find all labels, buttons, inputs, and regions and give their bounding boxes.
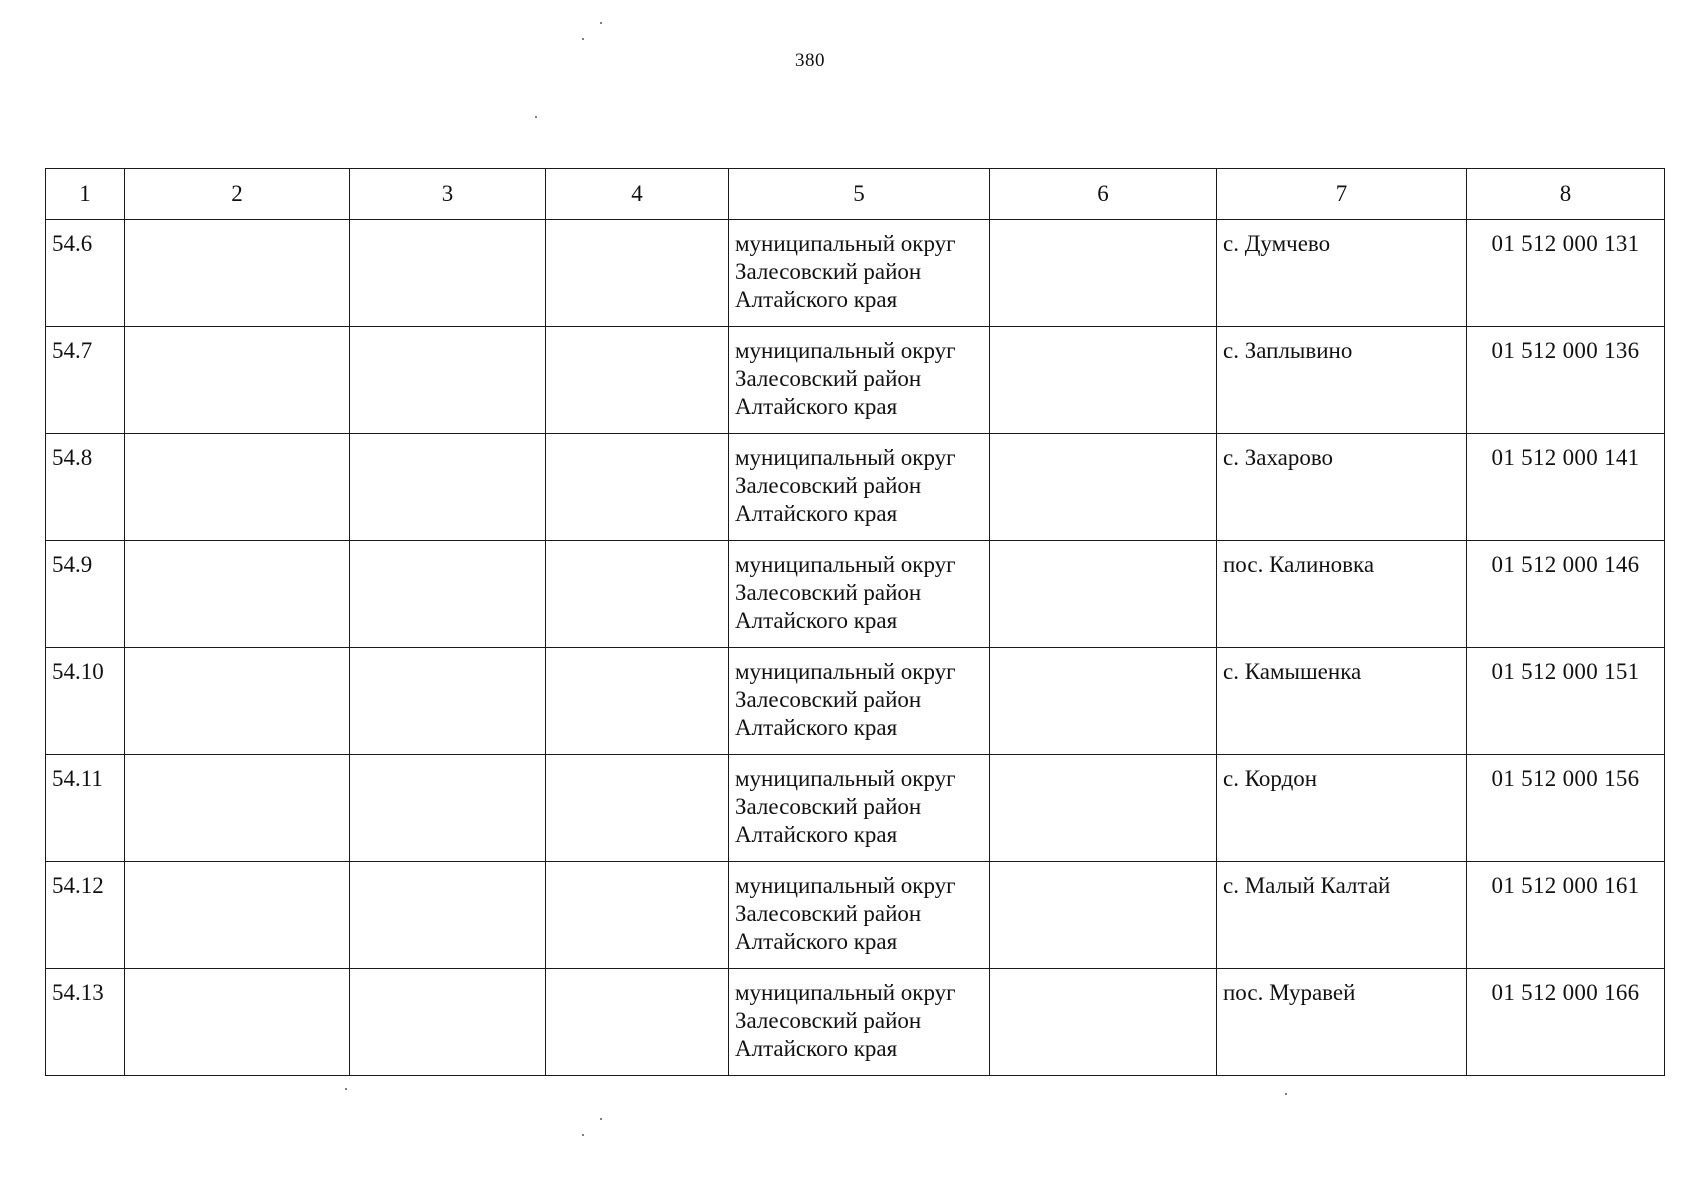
table-row xyxy=(46,327,1665,434)
column-3-cell xyxy=(350,862,546,969)
scan-speck xyxy=(535,116,537,118)
scan-speck xyxy=(582,1134,584,1136)
column-4-cell xyxy=(546,969,729,1076)
settlement-cell: с. Заплывино xyxy=(1217,327,1467,434)
column-3-cell xyxy=(350,969,546,1076)
municipality-cell: муниципальный округ Залесовский район Алтайского края xyxy=(729,755,990,862)
settlement-cell: пос. Муравей xyxy=(1217,969,1467,1076)
code-cell: 01 512 000 161 xyxy=(1467,862,1665,969)
column-header-5: 5 xyxy=(729,169,990,220)
column-4-cell xyxy=(546,648,729,755)
row-number-cell: 54.11 xyxy=(46,755,125,862)
settlement-cell: с. Кордон xyxy=(1217,755,1467,862)
column-header-3: 3 xyxy=(350,169,546,220)
table-header-row xyxy=(46,169,1665,220)
column-2-cell xyxy=(125,969,350,1076)
scan-speck xyxy=(582,38,584,40)
column-6-cell xyxy=(990,648,1217,755)
column-6-cell xyxy=(990,862,1217,969)
column-2-cell xyxy=(125,220,350,327)
settlement-cell: с. Малый Калтай xyxy=(1217,862,1467,969)
column-3-cell xyxy=(350,434,546,541)
column-4-cell xyxy=(546,862,729,969)
column-header-2: 2 xyxy=(125,169,350,220)
row-number-cell: 54.9 xyxy=(46,541,125,648)
page-number: 380 xyxy=(795,50,825,71)
column-6-cell xyxy=(990,969,1217,1076)
table-row xyxy=(46,862,1665,969)
code-cell: 01 512 000 136 xyxy=(1467,327,1665,434)
column-3-cell xyxy=(350,327,546,434)
column-2-cell xyxy=(125,327,350,434)
scan-speck xyxy=(600,1118,602,1120)
column-header-4: 4 xyxy=(546,169,729,220)
scan-speck xyxy=(600,22,602,24)
column-2-cell xyxy=(125,755,350,862)
row-number-cell: 54.12 xyxy=(46,862,125,969)
column-4-cell xyxy=(546,220,729,327)
code-cell: 01 512 000 146 xyxy=(1467,541,1665,648)
code-cell: 01 512 000 141 xyxy=(1467,434,1665,541)
column-2-cell xyxy=(125,434,350,541)
column-6-cell xyxy=(990,755,1217,862)
code-cell: 01 512 000 151 xyxy=(1467,648,1665,755)
column-4-cell xyxy=(546,541,729,648)
municipality-cell: муниципальный округ Залесовский район Алтайского края xyxy=(729,541,990,648)
table-body xyxy=(46,220,1665,1076)
column-header-1: 1 xyxy=(46,169,125,220)
column-4-cell xyxy=(546,327,729,434)
table-row xyxy=(46,541,1665,648)
settlement-cell: с. Думчево xyxy=(1217,220,1467,327)
column-6-cell xyxy=(990,434,1217,541)
settlement-cell: пос. Калиновка xyxy=(1217,541,1467,648)
settlement-cell: с. Камышенка xyxy=(1217,648,1467,755)
code-cell: 01 512 000 156 xyxy=(1467,755,1665,862)
column-4-cell xyxy=(546,434,729,541)
row-number-cell: 54.6 xyxy=(46,220,125,327)
column-2-cell xyxy=(125,648,350,755)
municipality-cell: муниципальный округ Залесовский район Алтайского края xyxy=(729,220,990,327)
code-cell: 01 512 000 166 xyxy=(1467,969,1665,1076)
code-cell: 01 512 000 131 xyxy=(1467,220,1665,327)
row-number-cell: 54.10 xyxy=(46,648,125,755)
column-3-cell xyxy=(350,220,546,327)
registry-table xyxy=(45,168,1665,1076)
column-header-8: 8 xyxy=(1467,169,1665,220)
municipality-cell: муниципальный округ Залесовский район Алтайского края xyxy=(729,862,990,969)
scan-speck xyxy=(345,1088,347,1090)
column-3-cell xyxy=(350,648,546,755)
column-6-cell xyxy=(990,220,1217,327)
scan-speck xyxy=(1285,1093,1287,1095)
table-row xyxy=(46,755,1665,862)
municipality-cell: муниципальный округ Залесовский район Алтайского края xyxy=(729,327,990,434)
row-number-cell: 54.7 xyxy=(46,327,125,434)
column-header-6: 6 xyxy=(990,169,1217,220)
municipality-cell: муниципальный округ Залесовский район Алтайского края xyxy=(729,969,990,1076)
column-3-cell xyxy=(350,755,546,862)
row-number-cell: 54.8 xyxy=(46,434,125,541)
settlement-cell: с. Захарово xyxy=(1217,434,1467,541)
municipality-cell: муниципальный округ Залесовский район Алтайского края xyxy=(729,648,990,755)
column-4-cell xyxy=(546,755,729,862)
column-header-7: 7 xyxy=(1217,169,1467,220)
table-row xyxy=(46,648,1665,755)
table-row xyxy=(46,434,1665,541)
column-2-cell xyxy=(125,862,350,969)
column-3-cell xyxy=(350,541,546,648)
table-row xyxy=(46,220,1665,327)
row-number-cell: 54.13 xyxy=(46,969,125,1076)
table-row xyxy=(46,969,1665,1076)
municipality-cell: муниципальный округ Залесовский район Алтайского края xyxy=(729,434,990,541)
column-6-cell xyxy=(990,541,1217,648)
column-6-cell xyxy=(990,327,1217,434)
column-2-cell xyxy=(125,541,350,648)
